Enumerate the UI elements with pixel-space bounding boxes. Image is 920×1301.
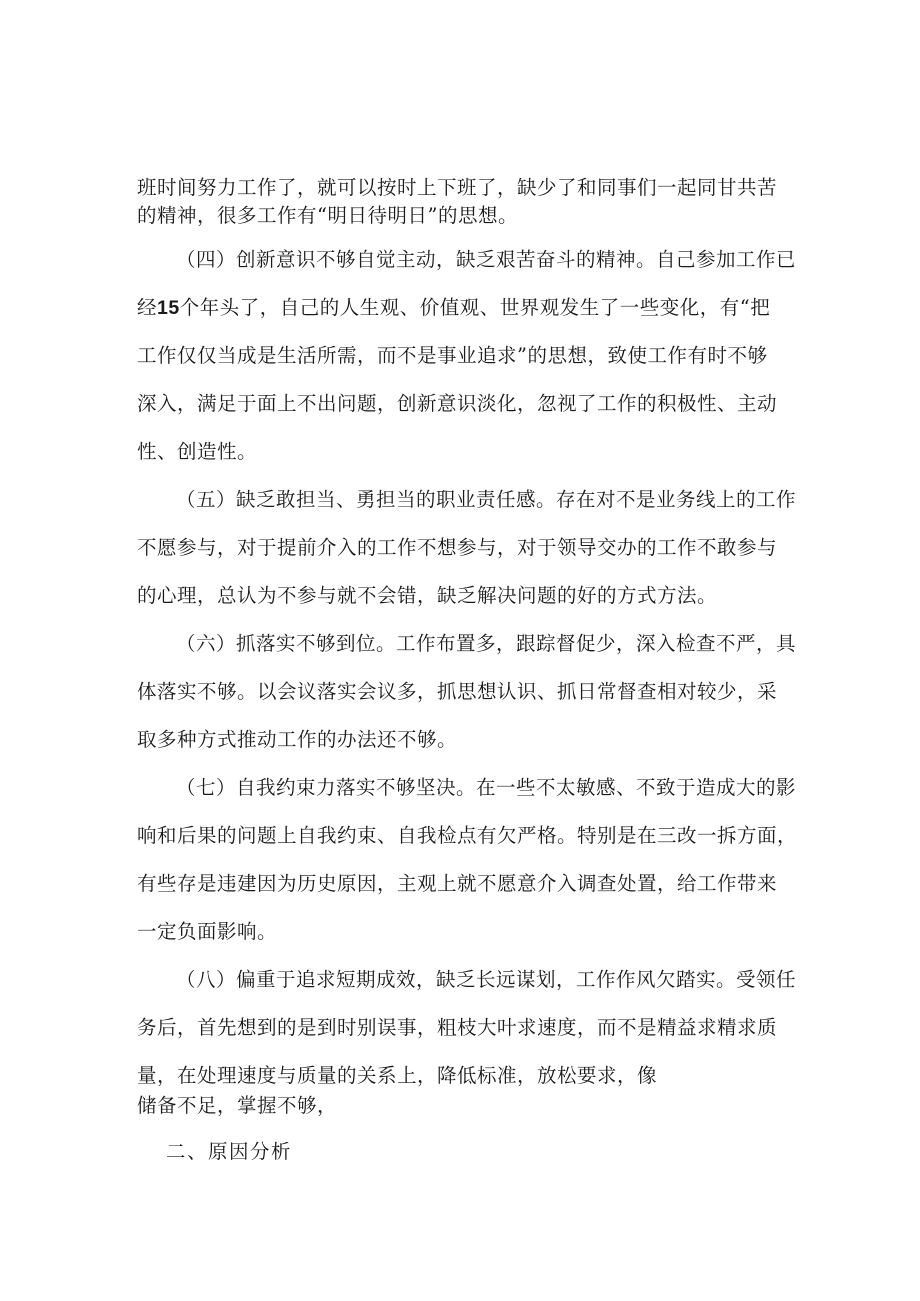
- paragraph-line: 的精神，很多工作有“明日待明日”的思想。: [137, 204, 518, 227]
- paragraph-line: 有些存是违建因为历史原因，主观上就不愿意介入调查处置，给工作带来: [137, 872, 778, 895]
- paragraph-line: 体落实不够。以会议落实会议多，抓思想认识、抓日常督查相对较少，采: [137, 680, 778, 703]
- paragraph-line: 性、创造性。: [137, 440, 258, 463]
- paragraph-line: （八）偏重于追求短期成效，缺乏长远谋划，工作作风欠踏实。受领任: [176, 968, 797, 991]
- text-segment: 经: [137, 296, 158, 319]
- paragraph-line: 取多种方式推动工作的办法还不够。: [137, 728, 458, 751]
- section-heading: 二、原因分析: [166, 1140, 293, 1163]
- paragraph-line: 响和后果的问题上自我约束、自我检点有欠严格。特别是在三改一拆方面，: [137, 824, 798, 847]
- text-segment: 个年头了，自己的人生观、价值观、世界观发生了一些变化，有“把: [179, 296, 771, 319]
- paragraph-line: 的心理，总认为不参与就不会错，缺乏解决问题的好的方式方法。: [137, 584, 718, 607]
- paragraph-line: 储备不足，掌握不够，: [137, 1094, 338, 1117]
- paragraph-line: （五）缺乏敢担当、勇担当的职业责任感。存在对不是业务线上的工作: [176, 488, 797, 511]
- paragraph-line: （六）抓落实不够到位。工作布置多，跟踪督促少，深入检查不严，具: [176, 632, 797, 655]
- paragraph-line: （七）自我约束力落实不够坚决。在一些不太敏感、不致于造成大的影: [176, 776, 797, 799]
- paragraph-line: （四）创新意识不够自觉主动，缺乏艰苦奋斗的精神。自己参加工作已: [176, 248, 797, 271]
- paragraph-line: 一定负面影响。: [137, 920, 278, 943]
- paragraph-line: 工作仅仅当成是生活所需，而不是事业追求”的思想，致使工作有时不够: [137, 344, 768, 367]
- paragraph-line: 深入，满足于面上不出问题，创新意识淡化，忽视了工作的积极性、主动: [137, 392, 778, 415]
- paragraph-line: [137, 298, 770, 319]
- paragraph-line: 务后，首先想到的是到时别误事，粗枝大叶求速度，而不是精益求精求质: [137, 1016, 778, 1039]
- paragraph-line: 班时间努力工作了，就可以按时上下班了，缺少了和同事们一起同甘共苦: [137, 176, 778, 199]
- paragraph-line: 不愿参与，对于提前介入的工作不想参与，对于领导交办的工作不敢参与: [137, 536, 778, 559]
- number-text: 15: [157, 297, 180, 319]
- paragraph-line: 量，在处理速度与质量的关系上，降低标准，放松要求，像: [137, 1064, 658, 1087]
